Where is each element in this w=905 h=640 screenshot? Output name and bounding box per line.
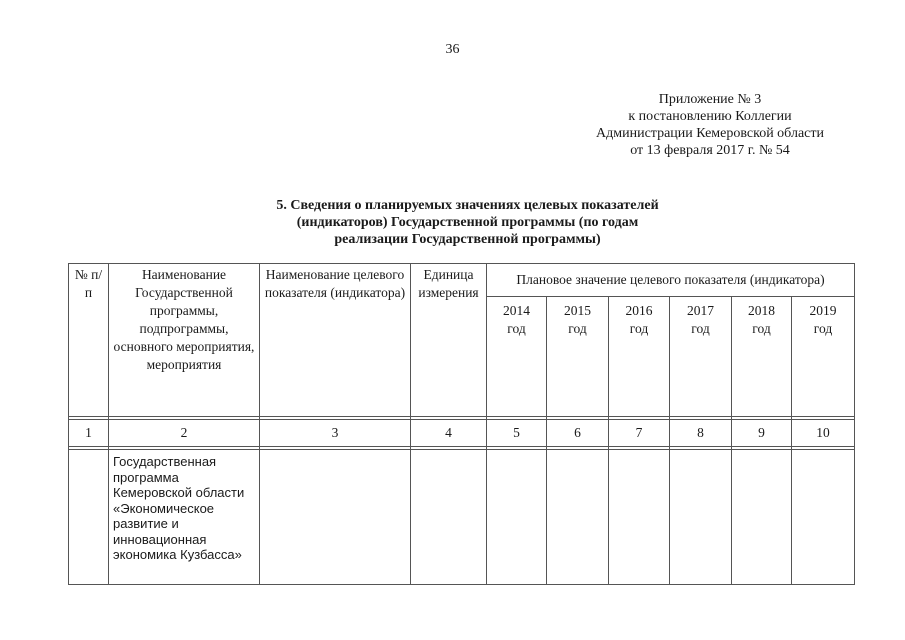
table-row [69, 450, 855, 585]
year-label: 2019 [809, 303, 837, 318]
row-value [487, 450, 547, 585]
appendix-line: к постановлению Коллегии [628, 109, 792, 124]
row-value [670, 450, 732, 585]
section-title-line: 5. Сведения о планируемых значениях целевых показателей [276, 198, 659, 213]
header-year [792, 297, 855, 417]
header-year [487, 297, 547, 417]
year-label: 2014 [503, 303, 530, 318]
column-number: 6 [547, 420, 609, 447]
header-planned-value: Плановое значение целевого показателя (индикатора) [487, 264, 855, 297]
appendix-line: Администрации Кемеровской области [596, 126, 824, 141]
row-num [69, 450, 109, 585]
year-suffix: год [568, 321, 587, 336]
row-program-name: Государственная программа Кемеровской области «Экономическое развитие и инновационная экономика Кузбасса» [109, 450, 260, 585]
year-label: 2017 [687, 303, 714, 318]
header-year [547, 297, 609, 417]
indicators-table [68, 263, 855, 585]
header-year [732, 297, 792, 417]
header-unit: Единица измерения [411, 264, 487, 417]
column-number: 10 [792, 420, 855, 447]
header-num: № п/п [69, 264, 109, 417]
year-suffix: год [752, 321, 771, 336]
row-indicator-name [260, 450, 411, 585]
column-number: 2 [109, 420, 260, 447]
year-label: 2015 [564, 303, 591, 318]
year-suffix: год [813, 321, 833, 336]
row-value [547, 450, 609, 585]
row-value [609, 450, 670, 585]
year-label: 2016 [625, 303, 653, 318]
column-number: 8 [670, 420, 732, 447]
year-suffix: год [507, 321, 526, 336]
year-suffix: год [629, 321, 649, 336]
section-title-line: реализации Государственной программы) [334, 232, 601, 247]
row-value [732, 450, 792, 585]
appendix-line: Приложение № 3 [658, 92, 762, 107]
column-number: 1 [69, 420, 109, 447]
page-number: 36 [445, 42, 460, 57]
column-number: 5 [487, 420, 547, 447]
appendix-line: от 13 февраля 2017 г. № 54 [630, 143, 790, 158]
header-year [609, 297, 670, 417]
year-suffix: год [691, 321, 710, 336]
section-title-line: (индикаторов) Государственной программы (по годам [296, 215, 639, 230]
column-number: 7 [609, 420, 670, 447]
column-number: 4 [411, 420, 487, 447]
column-number: 9 [732, 420, 792, 447]
header-program-name: Наименование Государственной программы, подпрограммы, основного мероприятия, мероприятия [109, 264, 260, 417]
row-unit [411, 450, 487, 585]
table-header-row [69, 264, 855, 297]
appendix-block [575, 91, 845, 159]
row-value [792, 450, 855, 585]
header-year [670, 297, 732, 417]
year-label: 2018 [748, 303, 775, 318]
column-number-row [69, 420, 855, 447]
section-title [215, 197, 720, 248]
column-number: 3 [260, 420, 411, 447]
header-indicator-name: Наименование целевого показателя (индикатора) [260, 264, 411, 417]
